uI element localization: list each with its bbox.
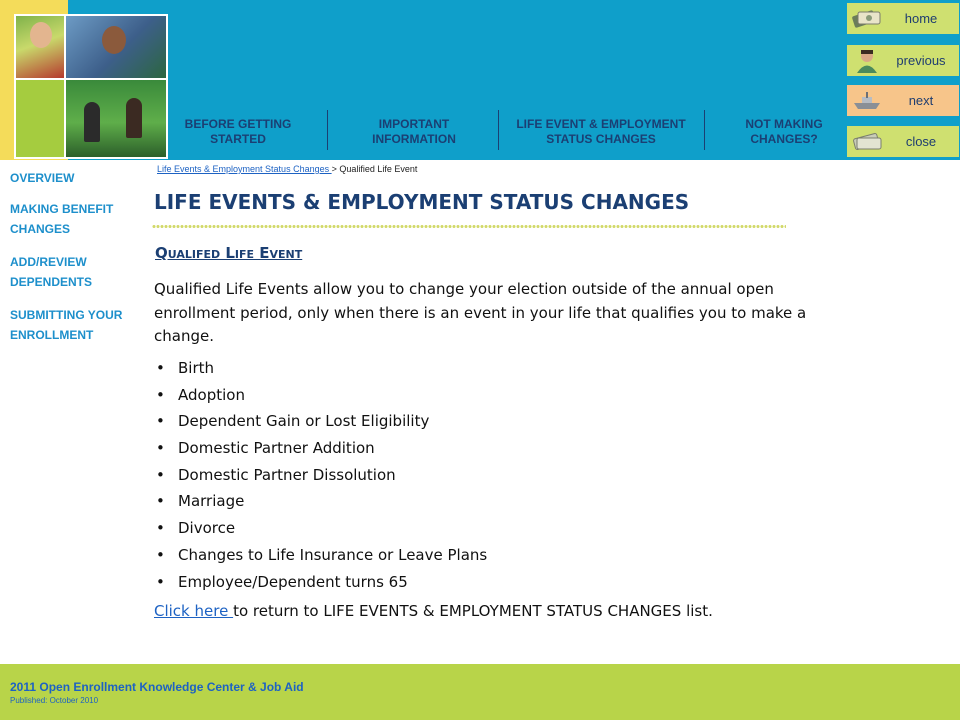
list-item — [154, 409, 487, 436]
topnav-important-information[interactable]: IMPORTANT INFORMATION — [372, 117, 456, 146]
leftnav-add-review-dependents[interactable]: ADD/REVIEW DEPENDENTS — [10, 255, 93, 289]
breadcrumb — [157, 164, 417, 174]
close-button[interactable] — [847, 126, 959, 157]
list-item-text: Birth — [178, 359, 215, 377]
list-item — [154, 436, 487, 463]
bullet-icon: • — [156, 545, 165, 564]
bullet-icon: • — [156, 572, 165, 591]
breadcrumb-separator: > — [331, 164, 340, 174]
photo-family — [66, 16, 166, 78]
list-item-text: Divorce — [178, 519, 236, 538]
list-item-text: Domestic Partner Dissolution — [178, 465, 396, 484]
leftnav-submitting-your-enrollment[interactable]: SUBMITTING YOUR ENROLLMENT — [10, 308, 123, 342]
qualified-events-list — [154, 356, 487, 596]
return-line — [154, 602, 713, 620]
list-item-text: Domestic Partner Addition — [178, 439, 375, 458]
bullet-icon: • — [156, 492, 165, 511]
topnav-not-making-changes[interactable]: NOT MAKING CHANGES? — [745, 117, 823, 146]
photo-collage — [14, 14, 168, 159]
home-label: home — [904, 11, 938, 26]
intro-paragraph: Qualified Life Events allow you to change your election outside of the annual open enrollment period, only when there is an event in your life that qualifies you to make a change. — [154, 280, 807, 345]
click-here-link[interactable]: Click here — [154, 602, 234, 620]
photo-couple-outdoors — [66, 80, 166, 157]
list-item — [154, 383, 487, 410]
page-title: LIFE EVENTS & EMPLOYMENT STATUS CHANGES — [154, 190, 690, 214]
photo-green-block — [16, 80, 64, 157]
list-item-text: Marriage — [178, 492, 245, 511]
return-text: to return to LIFE EVENTS & EMPLOYMENT STATUS CHANGES list. — [233, 602, 713, 620]
topnav-divider — [704, 110, 705, 150]
list-item — [154, 543, 487, 570]
list-item — [154, 489, 487, 516]
person-icon — [851, 48, 883, 73]
list-item-text: Adoption — [178, 385, 245, 404]
topnav-before-getting-started[interactable]: BEFORE GETTING STARTED — [184, 117, 292, 146]
topnav-divider — [498, 110, 499, 150]
previous-label: previous — [896, 53, 946, 68]
header-banner — [0, 0, 960, 160]
bullet-icon: • — [156, 465, 165, 484]
list-item-text: Dependent Gain or Lost Eligibility — [178, 412, 430, 431]
home-button[interactable] — [847, 3, 959, 34]
list-item — [154, 570, 487, 597]
topnav-divider — [327, 110, 328, 150]
list-item — [154, 516, 487, 543]
footer — [0, 664, 960, 720]
list-item-text: Changes to Life Insurance or Leave Plans — [178, 545, 488, 564]
next-button[interactable] — [847, 85, 959, 116]
footer-title: 2011 Open Enrollment Knowledge Center & Job Aid — [10, 680, 304, 694]
bullet-icon: • — [156, 385, 165, 404]
footer-published-date: Published: October 2010 — [10, 696, 99, 705]
previous-button[interactable] — [847, 45, 959, 76]
leftnav-making-benefit-changes[interactable]: MAKING BENEFIT CHANGES — [10, 202, 114, 236]
leftnav-overview[interactable]: OVERVIEW — [10, 171, 75, 185]
breadcrumb-link[interactable]: Life Events & Employment Status Changes — [157, 164, 332, 174]
left-navigation — [10, 168, 145, 358]
section-heading: Qualifed Life Event — [155, 244, 303, 262]
bullet-icon: • — [156, 439, 165, 458]
photo-vegetables — [16, 16, 64, 78]
money-icon — [851, 6, 883, 31]
list-item — [154, 356, 487, 383]
list-item-text: Employee/Dependent turns 65 — [178, 572, 408, 591]
list-item — [154, 463, 487, 490]
next-label: next — [908, 93, 934, 108]
breadcrumb-current: Qualified Life Event — [339, 164, 418, 174]
topnav-life-event-status-changes[interactable]: LIFE EVENT & EMPLOYMENT STATUS CHANGES — [516, 117, 686, 146]
close-label: close — [905, 134, 937, 149]
bullet-icon: • — [156, 359, 165, 377]
dotted-title-divider — [152, 224, 786, 229]
bullet-icon: • — [156, 412, 165, 431]
ship-icon — [851, 88, 883, 113]
bullet-icon: • — [156, 519, 165, 538]
cash-icon — [851, 129, 883, 154]
